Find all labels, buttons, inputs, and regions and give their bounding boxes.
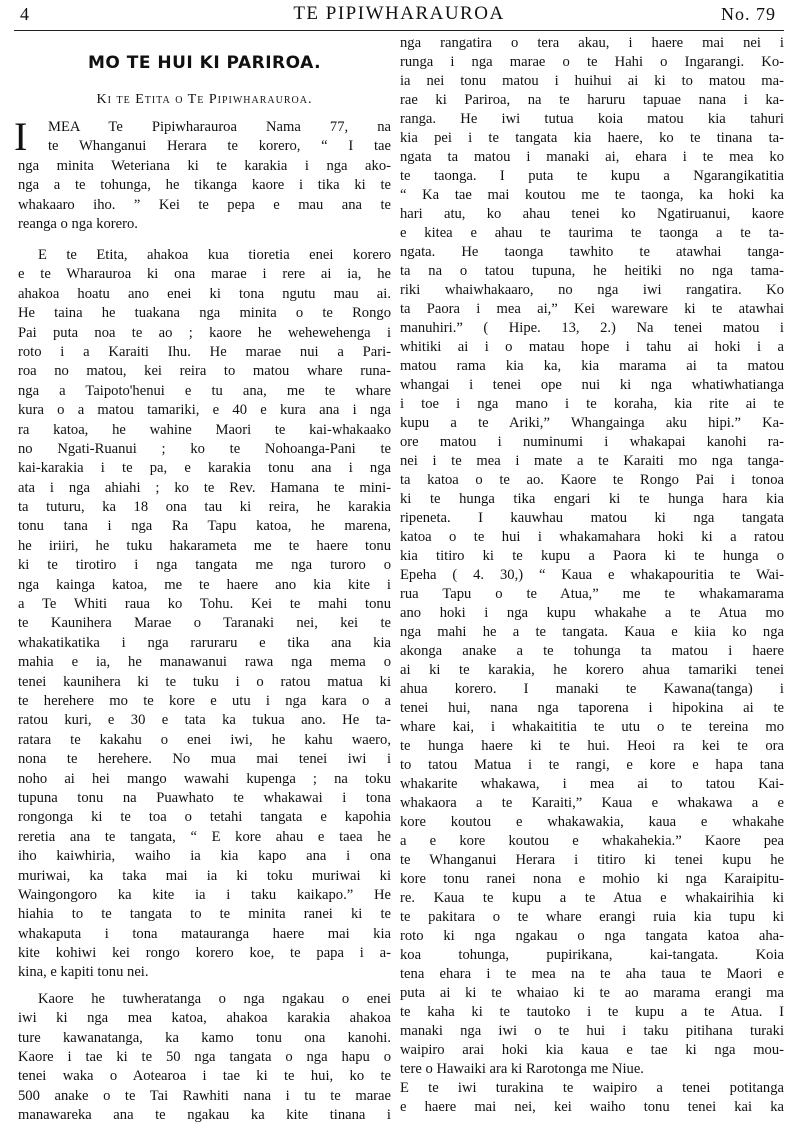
page-header bbox=[14, 0, 784, 31]
text-line: waipiro arai hoki kia kaua e tae ki nga mou- bbox=[400, 1042, 784, 1058]
text-line: kina, e kapiti tonu nei. bbox=[18, 964, 149, 981]
text-line: kite kohiwi kei rongo korero koe, te papa i a- bbox=[18, 945, 391, 962]
text-line: tere o Hawaiki ara ki Rarotonga me Niue. bbox=[400, 1061, 644, 1077]
text-line: kore koutou e whakawakia, kaua e whakahe bbox=[400, 814, 784, 830]
text-line: whakatikatika i nga raruraru e tika ana kia bbox=[18, 634, 391, 651]
text-line: kore tonu ranei nona e mohio ki nga Karaipitu- bbox=[400, 871, 784, 887]
paragraph bbox=[18, 246, 391, 983]
text-line: manawareka ana te ngakau ka kite tinana i bbox=[18, 1107, 391, 1124]
text-line: muriwai, ka taka mai ia ki toku muriwai ki bbox=[18, 867, 391, 884]
text-line: ano hoki i nga kupu whakahe a te Atua mo bbox=[400, 605, 784, 621]
text-line: ore matou i numinumi i whakapai kanohi ra- bbox=[400, 434, 784, 450]
text-line: nga mahi he a te tangata. Kaua e kiia ko nga bbox=[400, 624, 784, 640]
article-title: MO TE HUI KI PARIROA. bbox=[87, 53, 322, 73]
paragraphs bbox=[18, 246, 391, 1133]
text-line: nga a Taipoto'henui e tu ana, me te whare bbox=[18, 382, 391, 399]
text-line: E te Etita, ahakoa kua tioretia enei korero bbox=[38, 247, 391, 263]
text-line: te Whanganui Herara te korero, “ I tae bbox=[48, 138, 391, 155]
text-line: whitiki ai i o matau hope i tahu ai hoki i a bbox=[400, 339, 784, 355]
issue-number: No. 79 bbox=[721, 4, 776, 24]
text-line: ta na o tatou tupuna, he heitiki no nga tama- bbox=[400, 263, 784, 279]
text-line: rongonga ki te toa o tetahi tangata e kapohia bbox=[18, 809, 391, 826]
text-line: e haere mai nei, kei waiho tonu tenei kai ka bbox=[400, 1099, 784, 1115]
text-line: ahua korero. I manaki te Kawana(tanga) i bbox=[400, 681, 784, 697]
text-line: rae ki Pariroa, na te haruru tapuae nana i ka- bbox=[400, 92, 784, 108]
text-line: roto i a Karaiti Ihu. He marae nui a Pari- bbox=[18, 343, 391, 360]
text-line: akonga anake a te tohunga ta matou i haere bbox=[400, 643, 784, 659]
text-line: “ Ka tae mai koutou me te taonga, ka hoki ka bbox=[400, 187, 784, 203]
text-line: ta Paora i mea ai,” Kei wareware ki te atawhai bbox=[400, 301, 784, 317]
text-line: no Ngati-Ruanui ; ko te Nohoanga-Pani te bbox=[18, 440, 391, 457]
text-line: E te iwi turakina te waipiro a tenei potitanga bbox=[400, 1080, 784, 1096]
text-line: nei i te mea i mate a te Karaiti mo nga tanga- bbox=[400, 453, 784, 469]
text-line: ahakoa hoatu ano enei ki tona ngutu mau ai. bbox=[18, 285, 391, 302]
text-line: tupuna tonu na Puawhato te whakawai i tona bbox=[18, 789, 391, 806]
text-line: Kaore i tae ki te 50 nga tangata o nga hapu o bbox=[18, 1049, 391, 1066]
text-line: kai-karakia i te pa, e karakia tonu ana i nga bbox=[18, 460, 391, 477]
article-subtitle: Ki te Etita o Te Pipiwharauroa. bbox=[96, 92, 313, 107]
text-line: a e kore koutou e whakahekia.” Kaore pea bbox=[400, 833, 784, 849]
text-line: ai ki te karakia, he korero ahua tamariki tenei bbox=[400, 662, 784, 678]
text-line: nga rangatira o tera akau, i haere mai nei i bbox=[400, 35, 784, 51]
text-line: whakaputa i tona matauranga haere mai kia bbox=[18, 925, 391, 942]
paragraph bbox=[14, 114, 391, 234]
text-line: kura o a matou tamariki, e 40 e kura ana i nga bbox=[18, 402, 391, 419]
text-line: koa tohunga, pupirikana, kai-tangata. Koia bbox=[400, 947, 784, 963]
text-line: roto ki nga ngakau o nga tangata katoa aha- bbox=[400, 928, 784, 944]
text-line: whakaora a te Karaiti,” Kaua e whakawa a e bbox=[400, 795, 784, 811]
text-line: iwi ki nga mea katoa, ahakoa karakia ahakoa bbox=[18, 1010, 391, 1027]
text-line: ratara te kakahu o enei iwi, he kahu waero, bbox=[18, 731, 391, 748]
text-line: te pakitara o te whare erangi ruia kia tupu ki bbox=[400, 909, 784, 925]
text-line: e kitea e ahau te taurima te taonga a te ta- bbox=[400, 225, 784, 241]
text-line: ta katoa o te ao. Kaore te Rongo Pai i tonoa bbox=[400, 472, 784, 488]
text-line: tenei hui, nana nga taporena i hipokina ai te bbox=[400, 700, 784, 716]
text-line: reanga o nga korero. bbox=[18, 215, 138, 232]
text-line: nga a te tohunga, he tikanga kaore i tika ki te bbox=[18, 177, 391, 194]
text-line: 500 anake o te Tai Rawhiti nana i tu te marae bbox=[18, 1087, 391, 1104]
text-line: te taonga. I puta te kupu a Ngarangikatitia bbox=[400, 168, 784, 184]
text-line: e te Wharauroa ki ona marae i rere ai ia, he bbox=[18, 266, 391, 283]
text-line: ia nei tonu matou i huihui ai ki to matou ma- bbox=[400, 73, 784, 89]
text-line: tenei kaunihera ki te tuku i o ratou matua ki bbox=[18, 673, 391, 690]
text-line: manaki nga iwi o te hui i taku pitihana turaki bbox=[400, 1023, 784, 1039]
text-line: puta ai ki te whaiao ki te ao marama erangi ma bbox=[400, 985, 784, 1001]
text-line: tena ehara i te mea na te aha taua te Maori e bbox=[400, 966, 784, 982]
text-line: te Whanganui Herara i titiro ki tenei kupu he bbox=[400, 852, 784, 868]
text-line: nga minita Weteriana ki te karakia i nga ako- bbox=[18, 157, 391, 174]
text-line: ngata ta matou i manaki ai, ehara i te mea ko bbox=[400, 149, 784, 165]
text-line: nona te herehere. No mua mai tenei iwi i bbox=[18, 751, 391, 768]
text-line: ki te tirotiro i nga tangata me nga turoro o bbox=[18, 557, 391, 574]
text-line: ngata. He taonga tawhito te atawhai tanga- bbox=[400, 244, 784, 260]
text-line: roa no matou, kei reira to matou whare runa- bbox=[18, 363, 391, 380]
text-line: riki whaiwhakaaro, no nga iwi rangatira. Ko bbox=[400, 282, 784, 298]
newspaper-title: TE PIPIWHARAUROA bbox=[293, 3, 505, 24]
text-line: te hunga haere ki te hui. Heoi ra kei te ora bbox=[400, 738, 784, 754]
right-column bbox=[400, 34, 784, 1117]
text-line: runga i nga marae o te Hahi o Ingarangi. Ko- bbox=[400, 54, 784, 70]
text-line: tonu tana i nga Ra Tapu katoa, he marena, bbox=[18, 518, 391, 535]
text-line: nga kainga katoa, me te haere ano kia kite i bbox=[18, 576, 391, 593]
text-line: rua Tapu o te Atua,” me te whakamarama bbox=[400, 586, 784, 602]
text-line: ranga. He iwi tutua koia matou kia tahuri bbox=[400, 111, 784, 127]
text-line: ra katoa, he wahine Maori te kai-whakaako bbox=[18, 421, 391, 438]
text-line: kia titiro ki te kupu a Paora ki te hunga o bbox=[400, 548, 784, 564]
text-line: matou rama kia ka, kia marama ai ta matou bbox=[400, 358, 784, 374]
text-line: kupu a te Ariki,” Whangainga aku hipi.” Ka- bbox=[400, 415, 784, 431]
text-line: MEA Te Pipiwharauroa Nama 77, na bbox=[48, 119, 391, 135]
text-line: whakarite whakawa, i mea ai to tatou Kai- bbox=[400, 776, 784, 792]
text-line: ratou kuri, e 30 e tata ka tukua ano. He ta- bbox=[18, 712, 391, 729]
text-line: Pai puta noa te ao ; kaore he wehewehenga i bbox=[18, 324, 391, 341]
text-line: i toe i nga mano i te koraha, kia rite ai te bbox=[400, 396, 784, 412]
text-line: ata i nga ahiahi ; ko te Rev. Hamana te mini- bbox=[18, 479, 391, 496]
text-line: he iriiri, he tuku hakarameta me te haere tonu bbox=[18, 537, 391, 554]
text-line: Kaore he tuwheratanga o nga ngakau o enei bbox=[38, 990, 391, 1007]
text-line: to tatou Matua i te rangi, e kore e hapa tana bbox=[400, 757, 784, 773]
text-line: Epeha ( 4. 30,) “ Kaua e whakapouritia te Wai- bbox=[400, 567, 784, 583]
text-line: kia pei i te tangata kia haere, ko te tinana ta- bbox=[400, 130, 784, 146]
text-line: ta tuturu, ka 18 ona tau ki reira, he karakia bbox=[18, 499, 391, 516]
text-line: reretia ana te tangata, “ E kore ahau e taea he bbox=[18, 828, 391, 845]
text-line: hiahia to te tangata to te minita ranei ki te bbox=[18, 906, 391, 923]
text-line: katoa o te hui i whakamahara hoki ki a ratou bbox=[400, 529, 784, 545]
text-line: te Kaunihera Marae o Taranaki nei, kei te bbox=[18, 615, 391, 632]
text-line: whakaaro iho. ” Kei te pepa e mau ana te bbox=[18, 196, 391, 213]
text-line: ki te hunga tika engari ki te hunga hara kia bbox=[400, 491, 784, 507]
text-line: te herehere mo te kore e utu i nga kara o a bbox=[18, 692, 391, 709]
text-line: iho kaiwhiria, waiho ia kia kapo ana i ona bbox=[18, 848, 391, 865]
text-line: manuhiri.” ( Hipe. 13, 2.) Na tenei matou i bbox=[400, 320, 784, 336]
text-line: He taina he tuakana nga minita o te Rongo bbox=[18, 305, 391, 322]
text-line: ripeneta. I kauwhau matou ki nga tangata bbox=[400, 510, 784, 526]
paragraph bbox=[18, 990, 391, 1126]
text-line: whare kai, i whakaititia te utu o te tereina mo bbox=[400, 719, 784, 735]
text-line: hari atu, ko ahau tenei ko Ngatiruanui, kaore bbox=[400, 206, 784, 222]
text-line: whangai i tenei ope nui ki nga whatiwhatianga bbox=[400, 377, 784, 393]
text-line: tenei waka o Aotearoa i tae ki te hui, ko te bbox=[18, 1068, 391, 1085]
text-line: Waingongoro ka kite ia i taku kaikapo.” He bbox=[18, 886, 391, 903]
page-number: 4 bbox=[20, 4, 29, 24]
text-line: noho ai hei mango wawahi kupenga ; na toku bbox=[18, 770, 391, 787]
text-line: te kaha ki te tautoko i te kupu a te Atua. I bbox=[400, 1004, 784, 1020]
drop-cap: I bbox=[14, 114, 28, 159]
text-line: a Te Whiti raua ko Tohu. Kei te mahi tonu bbox=[18, 596, 391, 613]
text-line: ture kawanatanga, ka kamo tonu ona kanohi. bbox=[18, 1029, 391, 1046]
text-line: mahia e ia, he manawanui rawa nga mema o bbox=[18, 654, 391, 671]
text-line: re. Kaua te kupu a te Atua e whakairihia ki bbox=[400, 890, 784, 906]
